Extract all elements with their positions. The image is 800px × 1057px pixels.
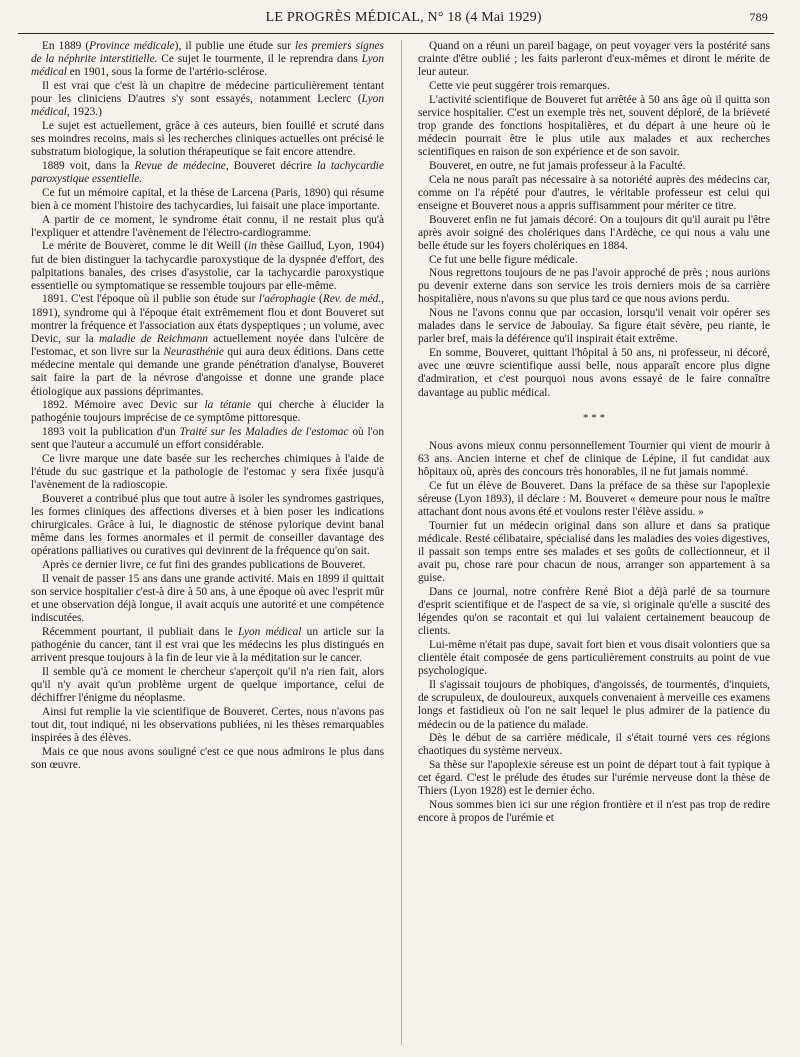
text-run: Mais ce que nous avons souligné c'est ce que nous admirons le plus dans son œuvre. — [31, 745, 384, 771]
text-run: Récemment pourtant, il publiait dans le — [42, 625, 238, 638]
italic-text: Rev. de méd. — [322, 293, 382, 306]
paragraph — [418, 799, 770, 825]
italic-text: Lyon médical — [31, 93, 384, 119]
italic-text: Neurasthénie — [163, 346, 224, 359]
text-run: Lui-même n'était pas dupe, savait fort bien et vous disait volontiers que sa clientèle était composée de gens particulièrement construits au point de vue psychologique. — [418, 639, 770, 678]
text-run: 1891. C'est l'époque où il publie son étude sur — [42, 293, 259, 306]
text-run: Cette vie peut suggérer trois remarques. — [429, 79, 610, 92]
paragraph — [31, 214, 384, 240]
text-run: Il s'agissait toujours de phobiques, d'angoissés, de tourmentés, d'inquiets, de scrupuleux, de douloureux, auxquels convenaient à merveille ces examens longs et fastidieux où l'on ne sait lequel le plus admirer de la patience du médecin ou de la patience du malade. — [418, 679, 770, 731]
text-run: Ce sujet le tourmente, il le reprendra dans — [157, 53, 362, 66]
text-run: qui aura deux éditions. Dans cette médecine mentale qui demande une grande pénétration d'analyse, Bouveret sait faire la part de la névrose d'angoisse et donne une grande place étiologique aux passions déprimantes. — [31, 346, 384, 398]
paragraph — [31, 120, 384, 159]
text-run: Ce fut une belle figure médicale. — [429, 253, 578, 266]
paragraph — [418, 160, 770, 173]
text-run: Bouveret a contribué plus que tout autre à isoler les syndromes gastriques, les formes cliniques des affections diverses et à bien poser les indications chirurgicales. Grâce à lui, le diagnostic de sténose pylorique devint banal même dans les formes anormales et il permit de conseiller davantage des opérations palliatives ou curatives qui devinrent de la fréquence qu'on sait. — [31, 492, 384, 558]
italic-text: Province médicale — [89, 40, 175, 52]
text-run: Il est vrai que c'est là un chapitre de médecine particulièrement tentant pour les cliniciens D'autres s'y sont essayés, notamment Leclerc ( — [31, 79, 384, 106]
text-run: Dans ce journal, notre confrère René Biot a déjà parlé de sa tournure d'esprit scientifique et de l'aspect de sa vie, si originale qu'elle a suscité des légendes qu'on se racontait et qui lui valaient certainement beaucoup de clients. — [418, 585, 770, 638]
text-run: L'activité scientifique de Bouveret fut arrêtée à 50 ans âge où il quitta son service hospitalier. C'est un exemple très net, souvent déploré, de la brièveté trop grande des fonctions hospitalières, et du départ à une heure où le médecin pourrait être le plus utile aux malades et aux recherches scientifiques en raison de son expérience et de son savoir. — [418, 93, 770, 159]
text-run: Il semble qu'à ce moment le chercheur s'aperçoit qu'il n'a rien fait, alors qu'il n'y avait qu'un problème urgent de quelque importance, celui de déchiffrer l'énigme du néoplasme. — [31, 665, 384, 705]
right-column-top — [418, 40, 770, 400]
italic-text: Revue de médecine — [134, 159, 226, 172]
text-run: Cela ne nous paraît pas nécessaire à sa notoriété auprès des médecins car, comme on l'a répété pour d'autres, le véritable professeur est celui qui enseigne et Bouveret nous a appris suffisamment pour mériter ce titre. — [418, 173, 770, 212]
paragraph — [418, 40, 770, 79]
paragraph — [31, 626, 384, 665]
paragraph — [31, 453, 384, 492]
text-run: , Bouveret décrire — [225, 159, 317, 172]
left-column — [31, 40, 384, 1045]
page-header — [18, 10, 768, 32]
text-run: actuellement noyée dans l'ulcère de l'estomac, et son livre sur la — [31, 332, 384, 359]
text-run: où l'on sent que l'auteur a accumulé un effort considérable. — [31, 426, 384, 452]
paragraph — [418, 639, 770, 678]
text-run: un article sur la pathogénie du cancer, tant il est vrai que les médecins les plus distingués en arrivent presque toujours à la fin de leur vie à la méditation sur le cancer. — [31, 625, 384, 665]
text-run: Sa thèse sur l'apoplexie séreuse est un point de départ tout à fait typique à cet égard. C'est le prélude des études sur l'urémie nerveuse dont la thèse de Thiers (Lyon 1928) est le dernier écho. — [418, 758, 770, 798]
paragraph — [31, 187, 384, 213]
paragraph — [418, 267, 770, 306]
italic-text: les premiers signes de la néphrite interstitielle. — [31, 40, 384, 66]
text-run: Nous sommes bien ici sur une région frontière et il n'est pas trop de redire encore à propos de l'urémie et — [418, 798, 770, 825]
paragraph — [31, 666, 384, 705]
text-run: Bouveret enfin ne fut jamais décoré. On a toujours dit qu'il aurait pu l'être après avoir soigné des cholériques dans l'Ardèche, ce qui nous a valu une belle étude sur les foyers cholériques en 1884. — [418, 213, 770, 252]
paragraph — [418, 732, 770, 758]
paragraph — [31, 493, 384, 559]
paragraph — [31, 240, 384, 293]
separator-stars: * * * — [583, 411, 605, 424]
italic-text: in — [248, 240, 257, 253]
text-run: Après ce dernier livre, ce fut fini des grandes publications de Bouveret. — [42, 559, 366, 572]
paragraph — [418, 94, 770, 160]
italic-text: maladie de Reichmann — [98, 332, 208, 345]
text-run: Tournier fut un médecin original dans son allure et dans sa pratique médicale. Resté célibataire, spécialisé dans les maladies des voies digestives, il passait son temps entre ses malades et ses goûts de collectionneur, et il avait pu, chose rare pour chacun de nous, arranger son appartement à sa guise. — [418, 519, 770, 585]
paragraph — [31, 293, 384, 398]
text-run: Ainsi fut remplie la vie scientifique de Bouveret. Certes, nous n'avons pas tout dit, tout indiqué, ni les observations publiées, ni les thèses remarquables inspirées à des élèves. — [31, 705, 384, 745]
paragraph — [418, 679, 770, 732]
right-column — [418, 40, 770, 1045]
text-run: ), il publie une étude sur — [174, 40, 296, 52]
text-run: en 1901, sous la forme de l'artério-sclérose. — [66, 66, 268, 79]
italic-text: Traité sur les Maladies de l'estomac — [179, 426, 349, 439]
text-run: Il venait de passer 15 ans dans une grande activité. Mais en 1899 il quittait son service hospitalier c'est-à dire à 50 ans, à une époque où avec l'esprit mûr et une observation déjà longue, il avait acquis une autorité et une compétence indiscutées. — [31, 572, 384, 625]
right-column-bottom — [418, 440, 770, 826]
text-run: 1893 voit la publication d'un — [42, 426, 180, 439]
text-run: , 1891), syndrome qui à l'époque était extrêmement flou et dont Bouveret sut montrer la fréquence et l'association aux états dyspeptiques ; un volume, avec Devic, sur la — [31, 293, 384, 345]
italic-text: Lyon médical — [31, 53, 384, 79]
paragraph — [418, 440, 770, 479]
paragraph — [418, 347, 770, 400]
text-run: Nous ne l'avons connu que par occasion, lorsqu'il venait voir opérer ses malades dans le service de Jaboulay. Sa figure était sévère, peu riante, le parler bref, mais la déférence qu'il inspirait était extrême. — [418, 307, 770, 346]
paragraph — [31, 426, 384, 452]
text-run: ( — [315, 293, 323, 306]
paragraph — [418, 520, 770, 586]
text-run: A partir de ce moment, le syndrome était connu, il ne restait plus qu'à l'expliquer et attendre l'avènement de l'électro-cardiogramme. — [31, 213, 384, 239]
page-number: 789 — [749, 10, 768, 24]
text-run: 1892. Mémoire avec Devic sur — [42, 399, 205, 412]
text-run: , 1923.) — [66, 106, 102, 119]
paragraph — [31, 160, 384, 186]
text-run: thèse Gaillud, Lyon, 1904) fut de bien distinguer la tachycardie paroxystique de la dyspnée d'effort, des palpitations banales, des crises d'asystolie, car la tachycardie paroxystique essentielle ou symptomatique se ressemble toujours par elle-même. — [31, 240, 384, 292]
text-run: Ce livre marque une date basée sur les recherches chimiques à l'aide de l'étude du suc gastrique et la pathologie de l'estomac y sera fixée jusqu'à l'avènement de la radioscopie. — [31, 452, 384, 492]
paragraph — [31, 559, 384, 572]
text-run: Dès le début de sa carrière médicale, il s'était tourné vers ces régions chaotiques du système nerveux. — [418, 732, 770, 758]
text-run: En somme, Bouveret, quittant l'hôpital à 50 ans, ni professeur, ni décoré, avec une œuvre scientifique aussi belle, nous apparaît encore plus digne d'admiration, et c'est pourquoi nous avons essayé de le faire connaître davantage au public médical. — [418, 347, 770, 399]
italic-text: la tétanie — [204, 399, 251, 412]
text-run: 1889 voit, dans la — [42, 159, 135, 172]
text-run: Bouveret, en outre, ne fut jamais professeur à la Faculté. — [429, 159, 686, 172]
paragraph — [418, 586, 770, 639]
paragraph — [31, 40, 384, 79]
paragraph — [418, 759, 770, 798]
text-run: Nous regrettons toujours de ne pas l'avoir approché de près ; nous aurions pu devenir externe dans son service les trois derniers mois de sa carrière hospitalière, nous n'avons su que plus tard ce que nous avions perdu. — [418, 267, 770, 306]
text-run: Quand on a réuni un pareil bagage, on peut voyager vers la postérité sans crainte d'être oublié ; les faits parleront d'eux-mêmes et diront le mérite de leur auteur. — [418, 40, 770, 79]
italic-text: l'aérophagie — [258, 293, 316, 306]
text-run: qui cherche à élucider la pathogénie toujours imprécise de ce symptôme pittoresque. — [31, 399, 384, 425]
paragraph — [418, 254, 770, 267]
text-run: Ce fut un élève de Bouveret. Dans la préface de sa thèse sur l'apoplexie séreuse (Lyon 1893), il déclare : M. Bouveret « demeure pour nous le maître attachant dont nous avons été et voulons rester l'élève assidu. » — [418, 479, 770, 518]
paragraph — [31, 746, 384, 772]
text-run: Le sujet est actuellement, grâce à ces auteurs, bien fouillé et scruté dans ses moindres recoins, mais si les recherches cliniques actuelles ont précisé le substratum biologique, la solution thérapeutique se fait encore attendre. — [31, 119, 384, 159]
journal-title: LE PROGRÈS MÉDICAL, N° 18 (4 Mai 1929) — [265, 10, 542, 25]
paragraph — [418, 214, 770, 253]
section-separator — [418, 413, 770, 424]
text-run: En 1889 ( — [42, 40, 90, 52]
paragraph — [31, 706, 384, 745]
paragraph — [418, 480, 770, 519]
column-divider — [401, 40, 402, 1045]
italic-text: Lyon médical — [237, 625, 302, 638]
paragraph — [31, 399, 384, 425]
header-rule — [18, 33, 774, 34]
paragraph — [31, 573, 384, 626]
text-run: Le mérite de Bouveret, comme le dit Weill ( — [42, 240, 249, 253]
paragraph — [31, 80, 384, 119]
paragraph — [418, 174, 770, 213]
paragraph — [418, 80, 770, 93]
text-run: Nous avons mieux connu personnellement Tournier qui vient de mourir à 63 ans. Ancien interne et chef de clinique de Lépine, il fut candidat aux hôpitaux où, après des concours très honorables, il ne fut jamais nommé. — [418, 439, 770, 479]
italic-text: la tachycardie paroxystique essentielle. — [31, 159, 384, 186]
paragraph — [418, 307, 770, 346]
text-run: Ce fut un mémoire capital, et la thèse de Larcena (Paris, 1890) qui résume bien à ce moment l'histoire des tachycardies, lui faisait une place importante. — [31, 186, 384, 212]
